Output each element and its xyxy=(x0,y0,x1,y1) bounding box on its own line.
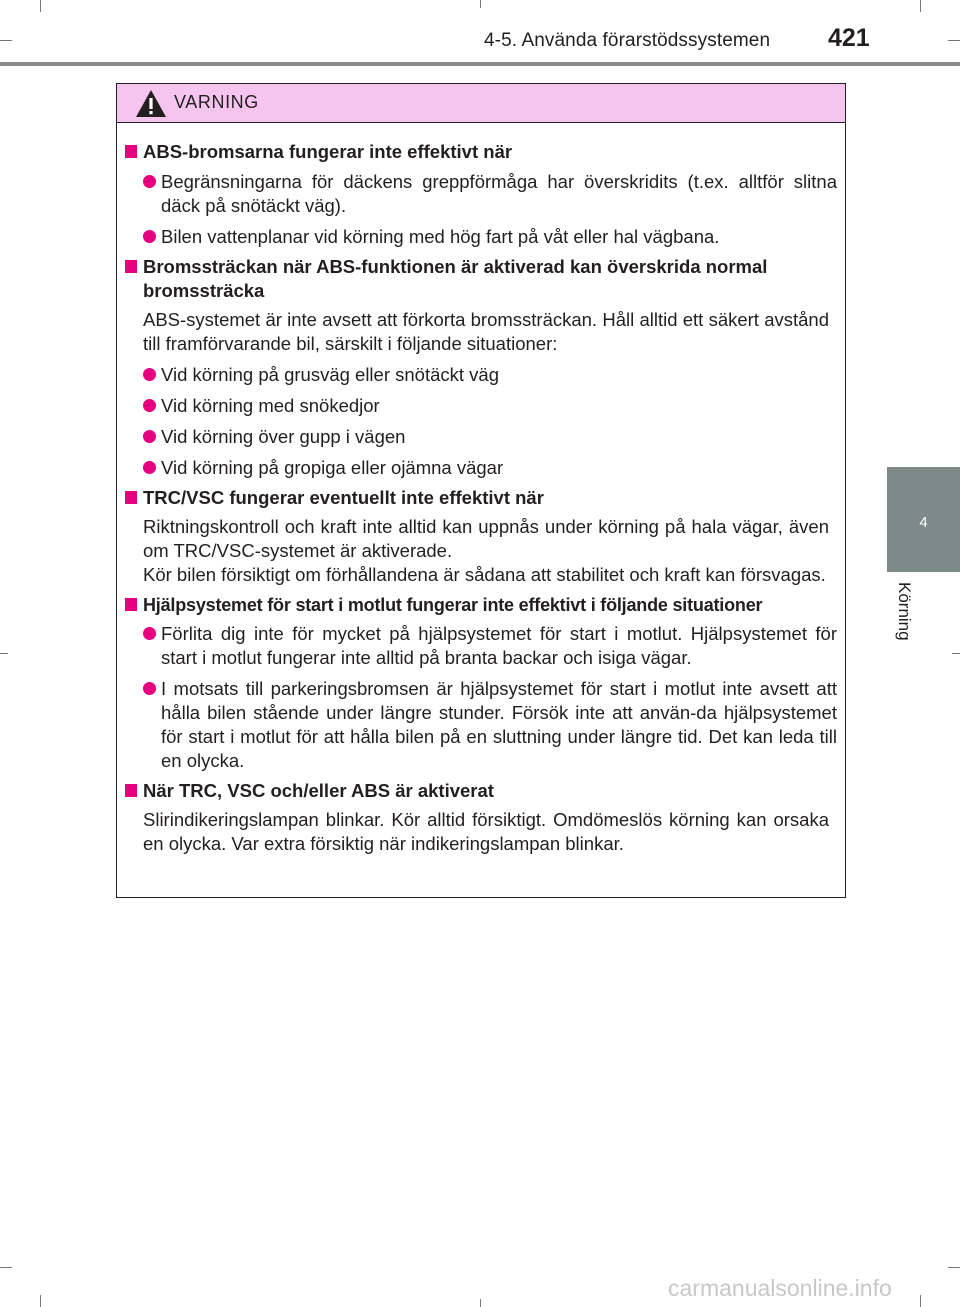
list-item xyxy=(161,622,845,670)
round-bullet-icon xyxy=(143,399,156,412)
section-heading xyxy=(143,593,845,617)
square-bullet-icon xyxy=(125,491,137,504)
section-heading xyxy=(143,779,845,803)
section-title: 4-5. Använda förarstödssystemen xyxy=(484,30,771,51)
svg-text:carmanualsonline.info: carmanualsonline.info xyxy=(668,1275,892,1301)
paragraph: Slirindikeringslampan blinkar. Kör alltid försiktigt. Omdömeslös körning kan orsaka en olycka. Var extra försiktig när indikeringslampan blinkar. xyxy=(143,809,829,854)
section-heading-text: ABS-bromsarna fungerar inte effektivt när xyxy=(143,141,513,162)
square-bullet-icon xyxy=(125,145,137,158)
list-item-text: Bilen vattenplanar vid körning med hög fart på våt eller hal vägbana. xyxy=(161,226,720,247)
paragraph: Kör bilen försiktigt om förhållandena är sådana att stabilitet och kraft kan försvagas. xyxy=(143,564,826,585)
section-heading-text: Bromssträckan när ABS-funktionen är aktiverad kan överskrida normal bromssträcka xyxy=(143,256,768,301)
section-heading-text: TRC/VSC fungerar eventuellt inte effektivt när xyxy=(143,487,544,508)
list-item xyxy=(161,363,845,387)
list-item xyxy=(161,677,845,773)
section-heading xyxy=(143,486,845,510)
crop-mark xyxy=(40,0,41,12)
list-item-text: Förlita dig inte för mycket på hjälpsystemet för start i motlut. Hjälpsystemet för start i motlut fungerar inte alltid på branta backar och isiga vägar. xyxy=(161,623,837,668)
chapter-tab xyxy=(887,467,960,572)
crop-mark xyxy=(0,1267,12,1268)
crop-mark xyxy=(480,1299,481,1307)
round-bullet-icon xyxy=(143,230,156,243)
warning-triangle-icon xyxy=(135,89,167,118)
chapter-number: 4 xyxy=(919,514,928,531)
warning-box xyxy=(116,83,846,898)
chapter-name-text: Körning xyxy=(895,582,914,641)
round-bullet-icon xyxy=(143,627,156,640)
crop-mark xyxy=(480,0,481,8)
header-rule xyxy=(0,62,960,66)
list-item xyxy=(161,170,845,218)
warning-label: VARNING xyxy=(174,92,259,112)
round-bullet-icon xyxy=(143,175,156,188)
page-number: 421 xyxy=(828,24,870,52)
list-item-text: Vid körning på grusväg eller snötäckt väg xyxy=(161,364,499,385)
crop-mark xyxy=(40,1295,41,1307)
list-item-text: Vid körning med snökedjor xyxy=(161,395,380,416)
section-heading xyxy=(143,140,845,164)
round-bullet-icon xyxy=(143,430,156,443)
watermark-logo xyxy=(668,1275,950,1303)
paragraph: Riktningskontroll och kraft inte alltid kan uppnås under körning på hala vägar, även om TRC/VSC-systemet är aktiverade. xyxy=(143,516,829,561)
list-item-text: Vid körning på gropiga eller ojämna vägar xyxy=(161,457,504,478)
list-item xyxy=(161,225,845,249)
section-heading-text: När TRC, VSC och/eller ABS är aktiverat xyxy=(143,780,494,801)
round-bullet-icon xyxy=(143,368,156,381)
list-item-text: I motsats till parkeringsbromsen är hjälpsystemet för start i motlut inte avsett att hålla bilen stående under längre stunder. Försök inte att använ-da hjälpsystemet för start i motlut för att hålla bilen på en sluttning under längre tid. Det kan leda till en olycka. xyxy=(161,678,837,771)
round-bullet-icon xyxy=(143,682,156,695)
warning-content xyxy=(117,123,845,856)
crop-mark xyxy=(0,40,12,41)
chapter-name xyxy=(894,582,914,662)
round-bullet-icon xyxy=(143,461,156,474)
crop-mark xyxy=(952,653,960,654)
crop-mark xyxy=(948,1267,960,1268)
crop-mark xyxy=(920,0,921,12)
list-item-text: Vid körning över gupp i vägen xyxy=(161,426,406,447)
list-item xyxy=(161,456,845,480)
list-item-text: Begränsningarna för däckens greppförmåga har överskridits (t.ex. alltför slitna däck på snötäckt väg). xyxy=(161,171,837,216)
square-bullet-icon xyxy=(125,784,137,797)
paragraph: ABS-systemet är inte avsett att förkorta bromssträckan. Håll alltid ett säkert avstånd till framförvarande bil, särskilt i följande situationer: xyxy=(143,309,829,354)
list-item xyxy=(161,394,845,418)
section-heading-text: Hjälpsystemet för start i motlut fungerar inte effektivt i följande situationer xyxy=(143,595,763,615)
crop-mark xyxy=(948,40,960,41)
warning-header xyxy=(117,84,845,123)
section-heading xyxy=(143,255,845,303)
square-bullet-icon xyxy=(125,598,137,611)
crop-mark xyxy=(0,653,8,654)
list-item xyxy=(161,425,845,449)
square-bullet-icon xyxy=(125,260,137,273)
